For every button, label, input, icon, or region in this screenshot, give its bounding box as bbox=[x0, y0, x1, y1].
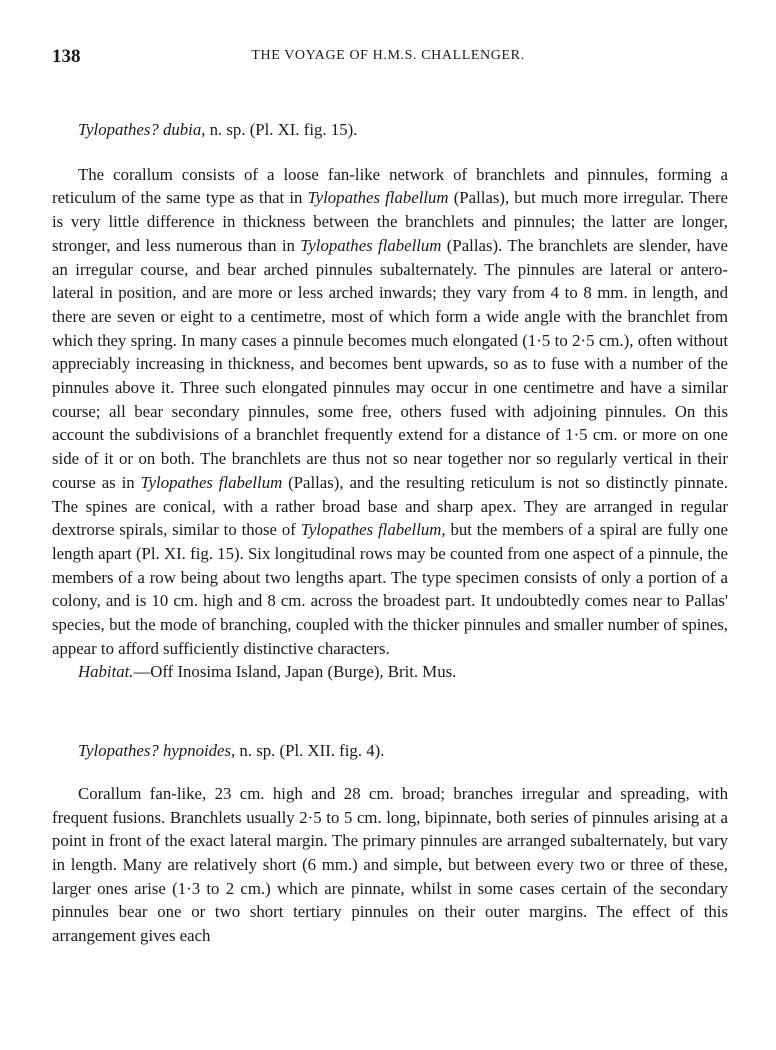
description-paragraph-dubia: The corallum consists of a loose fan-like network of branchlets and pinnules, forming a reticulum of the same type as that in Tylopathes flabellum (Pallas), but much more irregular. There is very little difference in thickness between the branchlets and pinnules; the latter are longer, stronger, and less numerous than in Tylopathes flabellum (Pallas). The branchlets are slender, have an irregular course, and bear arched pinnules subalternately. The pinnules are lateral or antero-lateral in position, and are more or less arched inwards; they vary from 4 to 8 mm. in length, and there are seven or eight to a centimetre, most of which form a wide angle with the branchlet from which they spring. In many cases a pinnule becomes much elongated (1·5 to 2·5 cm.), often without appreciably increasing in thickness, and becomes bent upwards, so as to fuse with a number of the pinnules above it. Three such elongated pinnules may occur in one centimetre and have a similar course; all bear secondary pinnules, some free, others fused with adjoining pinnules. On this account the subdivisions of a branchlet frequently extend for a distance of 1·5 cm. or more on one side of it or on both. The branchlets are thus not so near together nor so regularly vertical in their course as in Tylopathes flabellum (Pallas), and the resulting reticulum is not so distinctly pinnate. The spines are conical, with a rather broad base and sharp apex. They are arranged in regular dextrorse spirals, similar to those of Tylopathes flabellum, but the members of a spiral are fully one length apart (Pl. XI. fig. 15). Six longitudinal rows may be counted from one aspect of a pinnule, the members of a row being about two lengths apart. The type specimen consists of only a portion of a colony, and is 10 cm. high and 8 cm. across the broadest part. It undoubtedly comes near to Pallas' species, but the mode of branching, coupled with the thicker pinnules and smaller number of spines, appear to afford sufficiently distinctive characters. bbox=[52, 164, 728, 658]
species-descriptor: n. sp. (Pl. XII. fig. 4). bbox=[235, 741, 385, 761]
page-header bbox=[52, 46, 724, 70]
habitat-line bbox=[52, 660, 728, 684]
species-name: Tylopathes? hypnoides, bbox=[78, 741, 236, 761]
running-title: THE VOYAGE OF H.M.S. CHALLENGER. bbox=[251, 48, 525, 63]
species-heading-hypnoides bbox=[52, 739, 728, 763]
page-body bbox=[52, 118, 728, 948]
habitat-label: Habitat. bbox=[78, 662, 134, 682]
species-name: Tylopathes? dubia, bbox=[78, 120, 206, 139]
page-number: 138 bbox=[52, 46, 81, 67]
species-name-inline: Tylopathes flabellum bbox=[300, 235, 442, 255]
species-name-inline: Tylopathes flabellum bbox=[307, 188, 449, 208]
habitat-text: —Off Inosima Island, Japan (Burge), Brit. Mus. bbox=[133, 662, 457, 682]
species-name-inline: Tylopathes flabellum, bbox=[300, 520, 446, 540]
species-name-inline: Tylopathes flabellum bbox=[140, 472, 283, 492]
species-heading-dubia bbox=[52, 118, 728, 142]
species-descriptor: n. sp. (Pl. XI. fig. 15). bbox=[205, 120, 358, 139]
description-paragraph-hypnoides: Corallum fan-like, 23 cm. high and 28 cm. broad; branches irregular and spreading, with frequent fusions. Branchlets usually 2·5 to 5 cm. long, bipinnate, both series of pinnules arising at a point in front of the exact lateral margin. The primary pinnules are arranged subalternately, but vary in length. Many are relatively short (6 mm.) and simple, but between every two or three of these, larger ones arise (1·3 to 2 cm.) which are pinnate, whilst in some cases certain of the secondary pinnules bear one or two short tertiary pinnules on their outer margins. The effect of this arrangement gives each bbox=[52, 783, 728, 946]
